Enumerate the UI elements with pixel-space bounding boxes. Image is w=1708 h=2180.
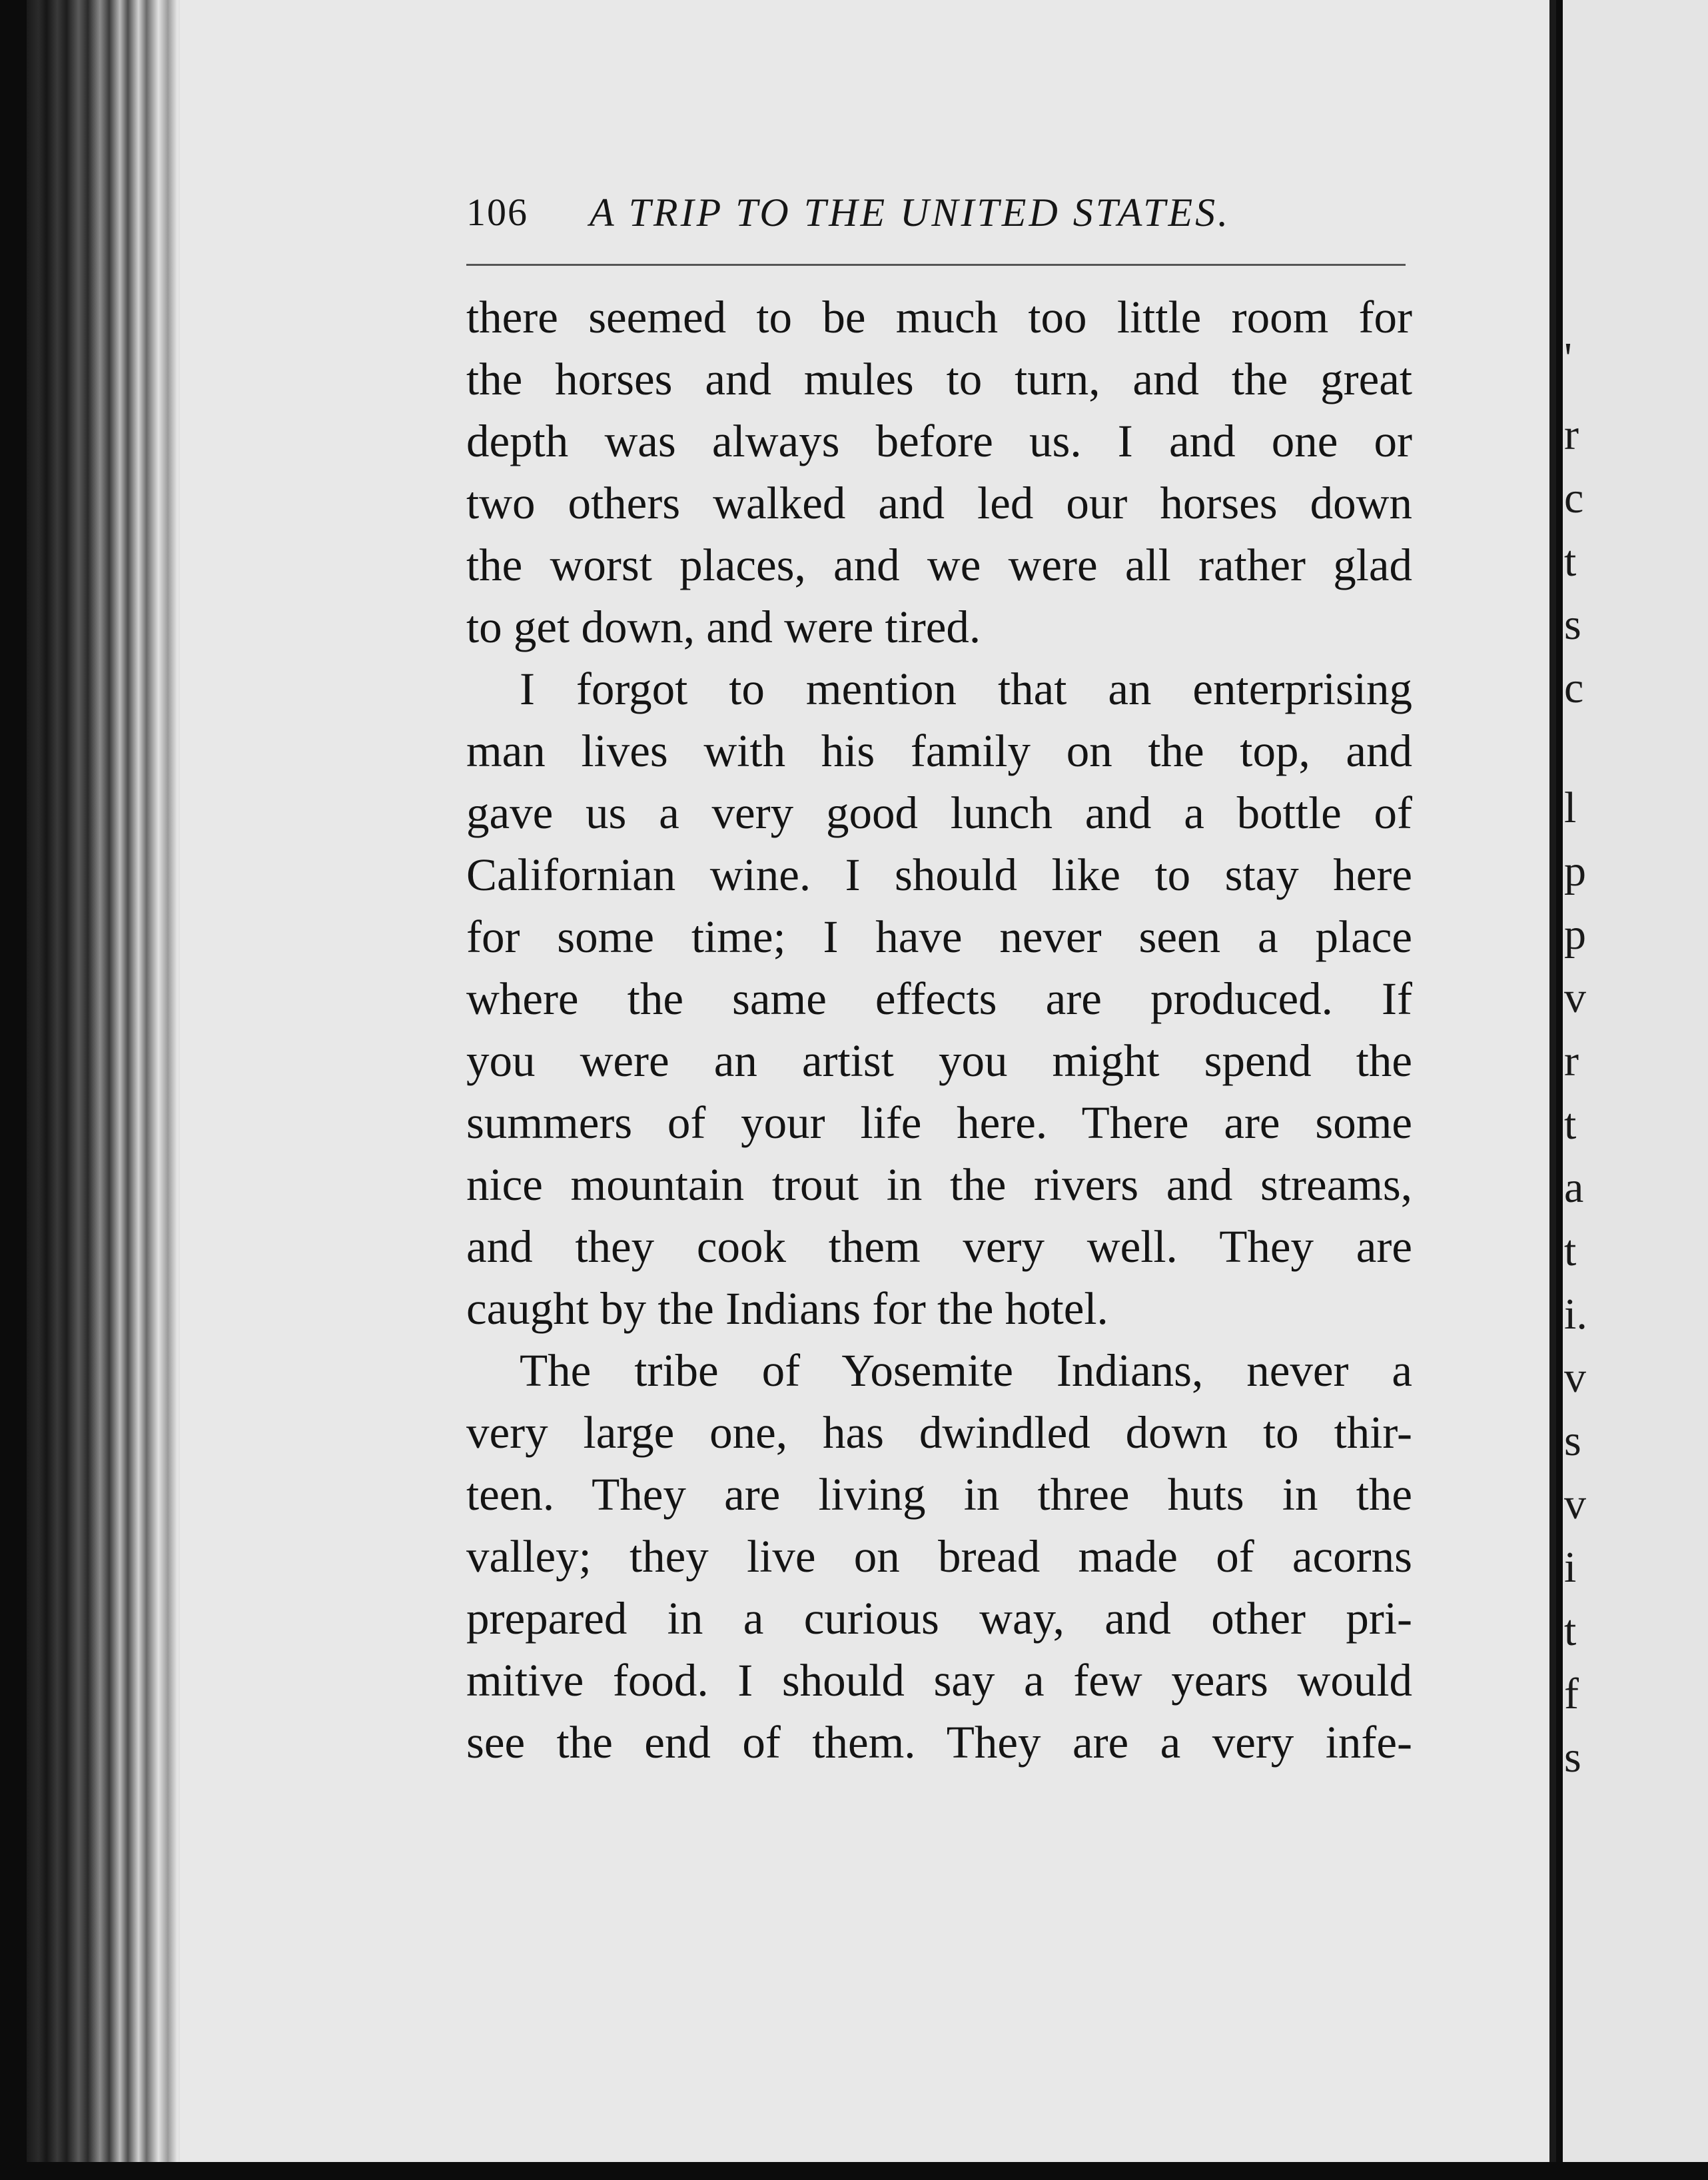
facing-page-letter: t xyxy=(1564,1227,1577,1275)
facing-page-letter: a xyxy=(1564,1163,1584,1212)
text-line: I forgot to mention that an enterprising xyxy=(520,664,1412,714)
text-line: the horses and mules to turn, and the great xyxy=(466,354,1412,404)
facing-page-letter: c xyxy=(1564,664,1584,712)
facing-page-letter: p xyxy=(1564,847,1586,895)
facing-page-letter: v xyxy=(1564,1353,1586,1402)
page-edges xyxy=(27,0,187,2173)
text-line: for some time; I have never seen a place xyxy=(466,911,1412,962)
body-text xyxy=(466,286,1412,1774)
text-line: caught by the Indians for the hotel. xyxy=(466,1283,1108,1334)
facing-page-letter: f xyxy=(1564,1670,1579,1718)
facing-page-letter: r xyxy=(1564,410,1579,459)
text-line: Californian wine. I should like to stay here xyxy=(466,849,1412,900)
text-line: two others walked and led our horses down xyxy=(466,478,1412,528)
facing-page-edge xyxy=(1563,0,1708,2162)
text-line: depth was always before us. I and one or xyxy=(466,416,1412,466)
facing-page-letter: t xyxy=(1564,537,1577,586)
text-line: valley; they live on bread made of acorns xyxy=(466,1531,1412,1582)
text-line: teen. They are living in three huts in the xyxy=(466,1469,1412,1520)
running-head-title: A TRIP TO THE UNITED STATES. xyxy=(590,191,1231,235)
facing-page-letter: s xyxy=(1564,1416,1581,1465)
scan-border xyxy=(0,2162,1708,2180)
text-line: to get down, and were tired. xyxy=(466,602,981,652)
facing-page-letter: v xyxy=(1564,973,1586,1022)
text-line: mitive food. I should say a few years would xyxy=(466,1655,1412,1706)
text-line: gave us a very good lunch and a bottle of xyxy=(466,788,1412,838)
facing-page-letter: t xyxy=(1564,1606,1577,1655)
facing-page-letter: p xyxy=(1564,910,1586,959)
text-line: and they cook them very well. They are xyxy=(466,1221,1412,1272)
text-line: where the same effects are produced. If xyxy=(466,973,1412,1024)
text-line: you were an artist you might spend the xyxy=(466,1035,1412,1086)
text-line: the worst places, and we were all rather glad xyxy=(466,540,1412,590)
text-line: summers of your life here. There are some xyxy=(466,1097,1412,1148)
facing-page-letter: v xyxy=(1564,1480,1586,1528)
facing-page-letter: i xyxy=(1564,1543,1577,1592)
facing-page-letter: l xyxy=(1564,784,1577,832)
facing-page-letter: t xyxy=(1564,1100,1577,1149)
facing-page-letter: i. xyxy=(1564,1290,1587,1339)
page-number: 106 xyxy=(466,191,528,234)
text-line: nice mountain trout in the rivers and streams, xyxy=(466,1159,1412,1210)
facing-page-letter: s xyxy=(1564,1733,1581,1782)
facing-page-letter: ' xyxy=(1564,334,1572,382)
header-rule xyxy=(466,264,1406,266)
facing-page-letter: c xyxy=(1564,474,1584,522)
text-line: see the end of them. They are a very infe- xyxy=(466,1717,1412,1768)
text-line: prepared in a curious way, and other pri- xyxy=(466,1593,1412,1644)
text-line: there seemed to be much too little room for xyxy=(466,292,1412,342)
facing-page-letter: r xyxy=(1564,1037,1579,1085)
running-head xyxy=(466,190,1412,243)
text-line: very large one, has dwindled down to thir- xyxy=(466,1407,1412,1458)
facing-page-letter: s xyxy=(1564,600,1581,649)
text-line: The tribe of Yosemite Indians, never a xyxy=(520,1345,1412,1396)
text-line: man lives with his family on the top, and xyxy=(466,726,1412,776)
